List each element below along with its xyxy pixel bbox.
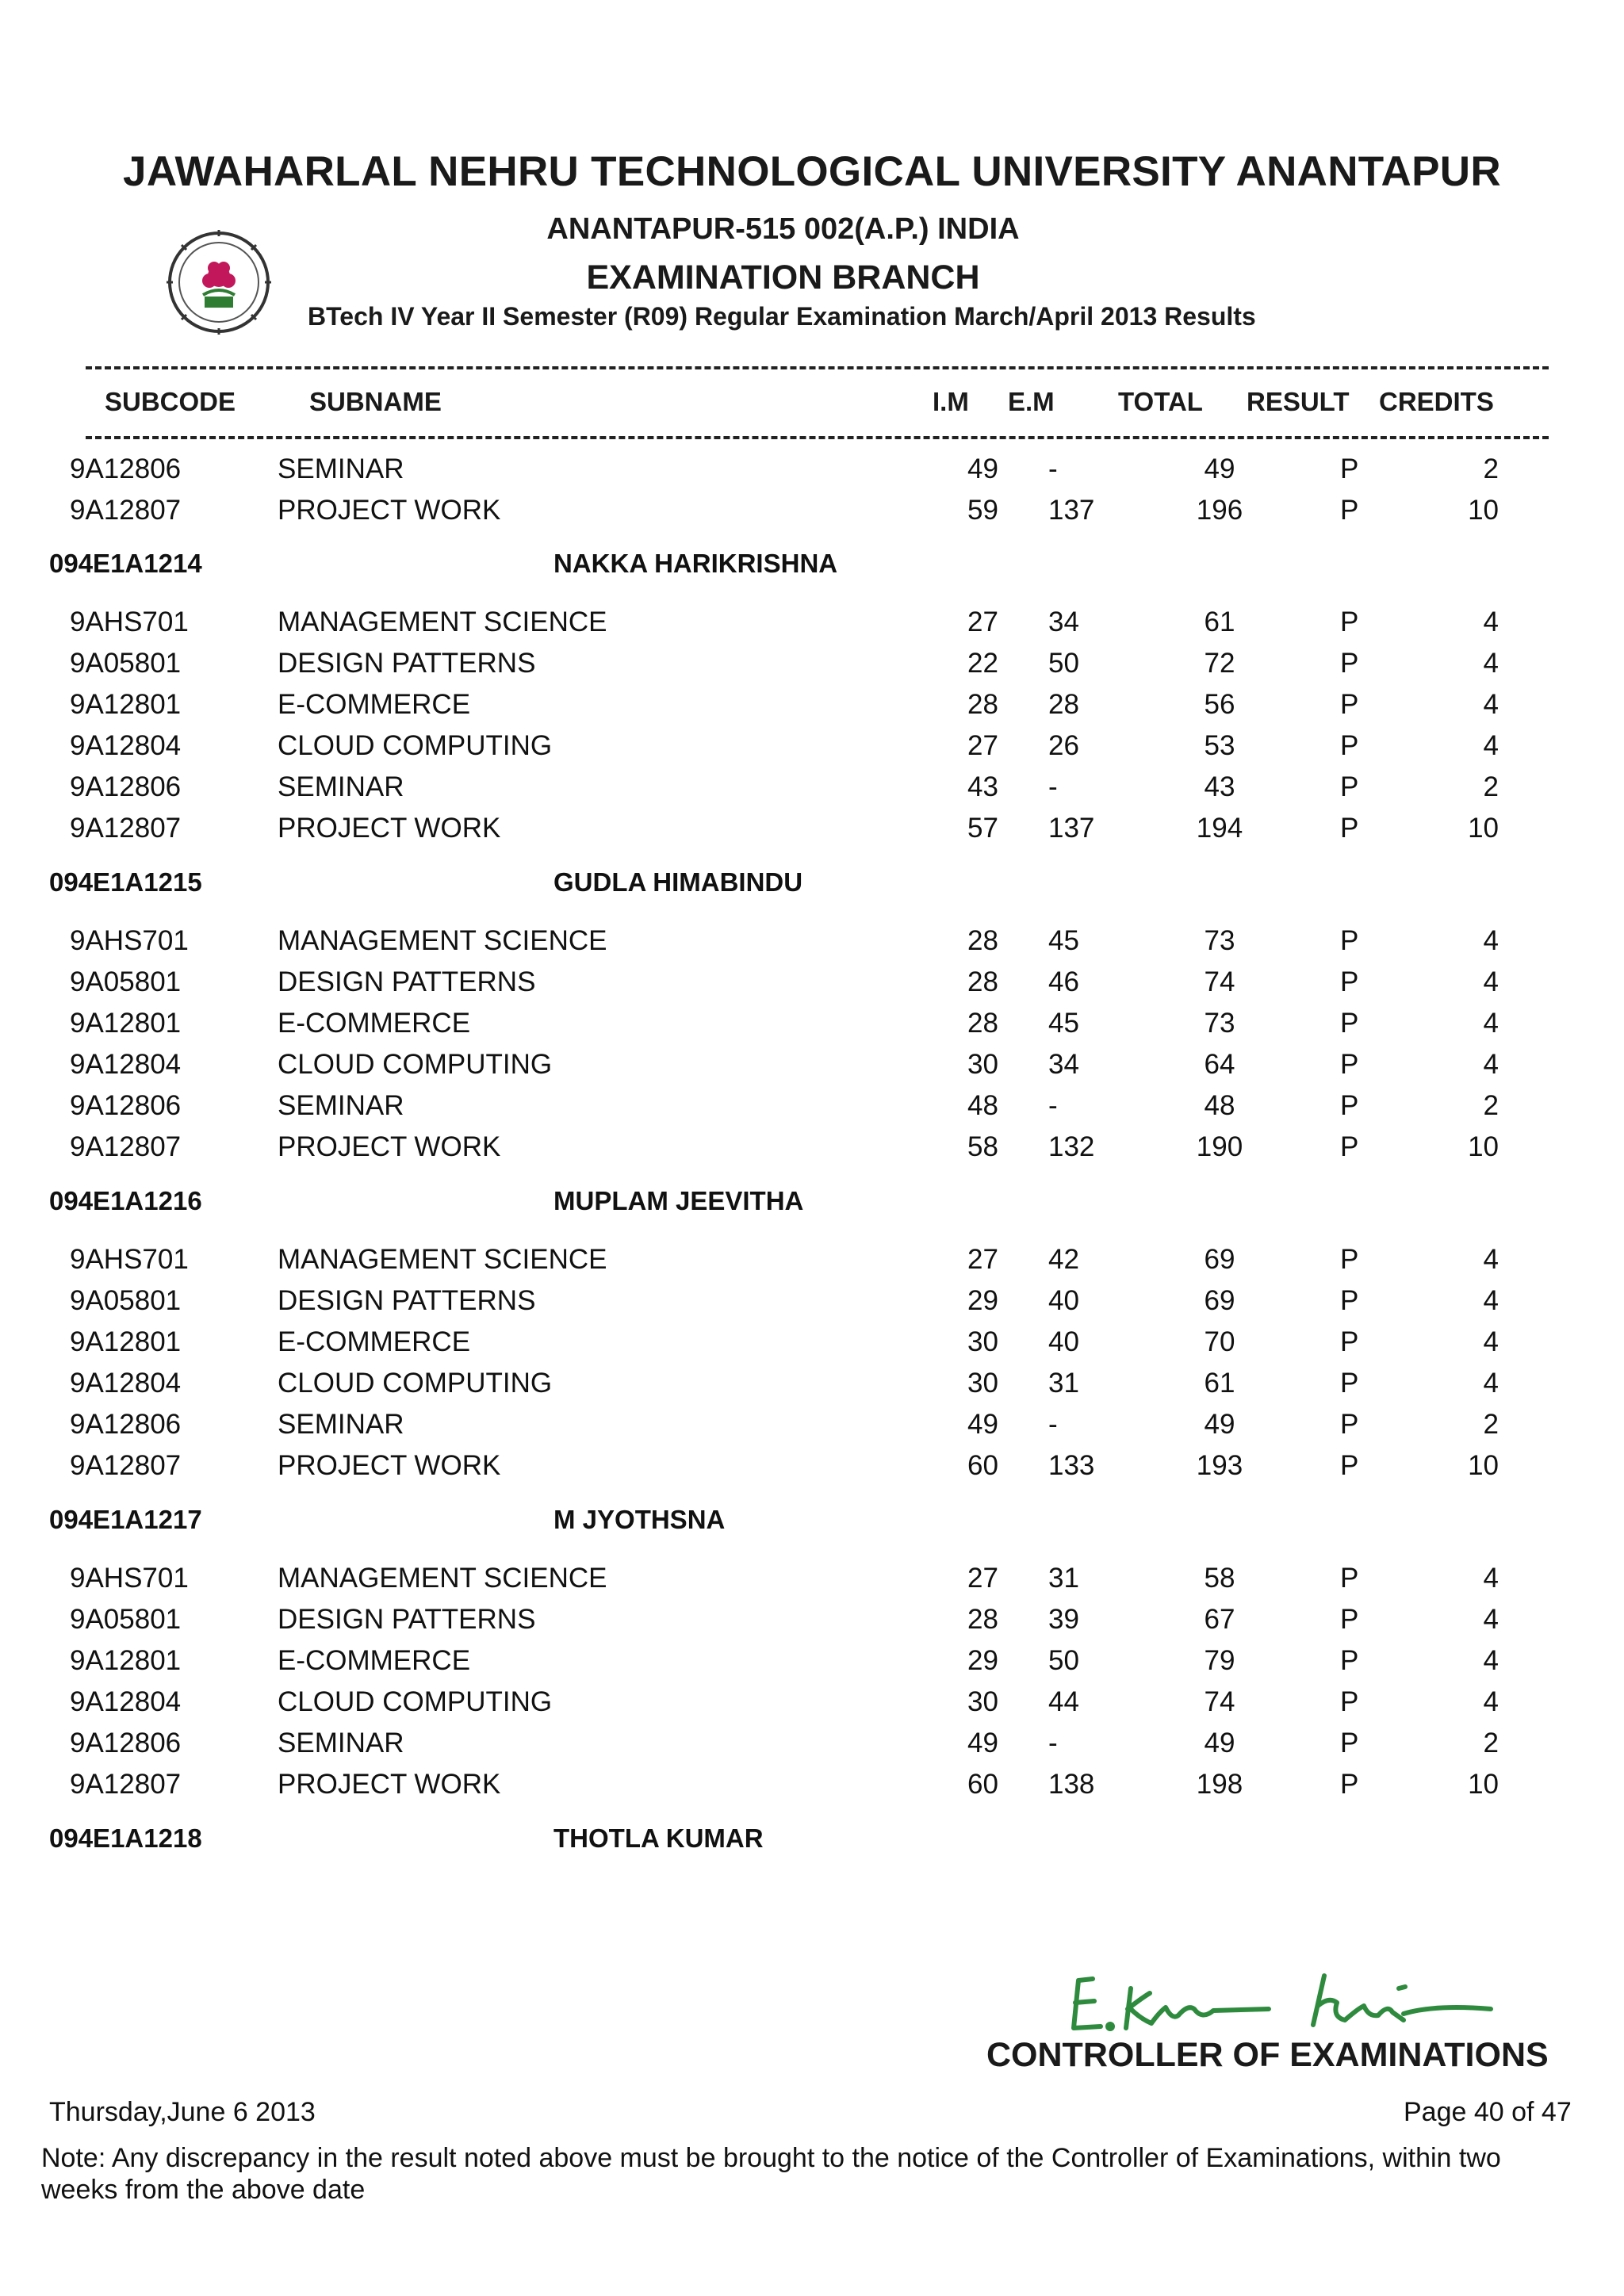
internal-marks: 27	[967, 1244, 998, 1275]
table-row	[0, 1368, 1624, 1409]
table-row	[0, 1769, 1624, 1810]
issue-date: Thursday,June 6 2013	[49, 2097, 316, 2127]
subcode: 9A12806	[70, 771, 182, 802]
table-row	[0, 1326, 1624, 1368]
credits: 2	[1483, 1728, 1499, 1758]
external-marks: 45	[1048, 1008, 1079, 1039]
internal-marks: 49	[967, 1728, 998, 1758]
internal-marks: 29	[967, 1645, 998, 1676]
subname: MANAGEMENT SCIENCE	[278, 925, 607, 956]
credits: 4	[1483, 1285, 1499, 1316]
external-marks: 133	[1048, 1450, 1095, 1481]
internal-marks: 29	[967, 1285, 998, 1316]
subcode: 9A12804	[70, 1049, 182, 1080]
total-marks: 72	[1204, 648, 1235, 679]
table-row	[0, 453, 1624, 495]
student-name: NAKKA HARIKRISHNA	[553, 549, 838, 578]
external-marks: 50	[1048, 648, 1079, 679]
internal-marks: 28	[967, 925, 998, 956]
total-marks: 56	[1204, 689, 1235, 720]
external-marks: 50	[1048, 1645, 1079, 1676]
internal-marks: 49	[967, 1409, 998, 1440]
student-id: 094E1A1218	[49, 1823, 202, 1853]
subname: SEMINAR	[278, 453, 404, 484]
result: P	[1340, 966, 1359, 997]
credits: 2	[1483, 453, 1499, 484]
credits: 2	[1483, 1090, 1499, 1121]
credits: 10	[1468, 813, 1499, 844]
internal-marks: 30	[967, 1686, 998, 1717]
total-marks: 48	[1204, 1090, 1235, 1121]
table-row	[0, 1604, 1624, 1645]
total-marks: 43	[1204, 771, 1235, 802]
subcode: 9A12801	[70, 689, 182, 720]
credits: 10	[1468, 1769, 1499, 1800]
subname: PROJECT WORK	[278, 1131, 501, 1162]
credits: 4	[1483, 1563, 1499, 1594]
external-marks: 26	[1048, 730, 1079, 761]
external-marks: -	[1048, 1728, 1058, 1758]
student-name: M JYOTHSNA	[553, 1505, 726, 1534]
total-marks: 73	[1204, 1008, 1235, 1039]
col-im-header: I.M	[933, 387, 969, 416]
credits: 4	[1483, 648, 1499, 679]
university-address: ANANTAPUR-515 002(A.P.) INDIA	[546, 212, 1020, 246]
total-marks: 49	[1204, 1728, 1235, 1758]
subcode: 9AHS701	[70, 1563, 189, 1594]
internal-marks: 30	[967, 1326, 998, 1357]
result: P	[1340, 1769, 1359, 1800]
footer-note: Note: Any discrepancy in the result noted above must be brought to the notice of the Controller of Examinations, within two weeks from the above date	[41, 2143, 1501, 2205]
external-marks: -	[1048, 453, 1058, 484]
external-marks: 44	[1048, 1686, 1079, 1717]
result: P	[1340, 1008, 1359, 1039]
subcode: 9A12804	[70, 1368, 182, 1399]
subcode: 9A05801	[70, 966, 182, 997]
table-row	[0, 1645, 1624, 1686]
col-result-header: RESULT	[1247, 387, 1350, 416]
table-row	[0, 648, 1624, 689]
divider-header	[86, 436, 1549, 439]
table-row	[0, 730, 1624, 771]
external-marks: 39	[1048, 1604, 1079, 1635]
credits: 4	[1483, 1049, 1499, 1080]
result: P	[1340, 1285, 1359, 1316]
external-marks: 40	[1048, 1326, 1079, 1357]
external-marks: 31	[1048, 1563, 1079, 1594]
table-row	[0, 1563, 1624, 1604]
external-marks: -	[1048, 1409, 1058, 1440]
internal-marks: 60	[967, 1450, 998, 1481]
internal-marks: 28	[967, 1008, 998, 1039]
internal-marks: 27	[967, 730, 998, 761]
external-marks: 46	[1048, 966, 1079, 997]
student-header	[0, 1505, 1624, 1544]
result: P	[1340, 1604, 1359, 1635]
table-row	[0, 1008, 1624, 1049]
credits: 4	[1483, 689, 1499, 720]
table-row	[0, 966, 1624, 1008]
table-row	[0, 1244, 1624, 1285]
subcode: 9A12804	[70, 730, 182, 761]
credits: 4	[1483, 1368, 1499, 1399]
external-marks: 31	[1048, 1368, 1079, 1399]
result: P	[1340, 1409, 1359, 1440]
total-marks: 196	[1196, 495, 1243, 526]
subname: CLOUD COMPUTING	[278, 730, 553, 761]
internal-marks: 58	[967, 1131, 998, 1162]
student-name: THOTLA KUMAR	[553, 1823, 764, 1853]
subname: CLOUD COMPUTING	[278, 1368, 553, 1399]
result: P	[1340, 771, 1359, 802]
credits: 2	[1483, 771, 1499, 802]
result: P	[1340, 1368, 1359, 1399]
subname: SEMINAR	[278, 1409, 404, 1440]
credits: 4	[1483, 730, 1499, 761]
student-id: 094E1A1217	[49, 1505, 202, 1534]
table-row	[0, 607, 1624, 648]
table-row	[0, 1285, 1624, 1326]
subname: MANAGEMENT SCIENCE	[278, 607, 607, 637]
subname: CLOUD COMPUTING	[278, 1049, 553, 1080]
university-title: JAWAHARLAL NEHRU TECHNOLOGICAL UNIVERSITY ANANTAPUR	[123, 148, 1501, 195]
subcode: 9AHS701	[70, 607, 189, 637]
subcode: 9A12807	[70, 1131, 182, 1162]
result: P	[1340, 1563, 1359, 1594]
total-marks: 58	[1204, 1563, 1235, 1594]
credits: 4	[1483, 925, 1499, 956]
result: P	[1340, 1244, 1359, 1275]
table-row	[0, 1409, 1624, 1450]
table-row	[0, 771, 1624, 813]
result: P	[1340, 1728, 1359, 1758]
student-name: MUPLAM JEEVITHA	[553, 1186, 804, 1215]
examination-branch: EXAMINATION BRANCH	[586, 258, 980, 297]
credits: 4	[1483, 966, 1499, 997]
result: P	[1340, 813, 1359, 844]
student-header	[0, 549, 1624, 588]
external-marks: 34	[1048, 607, 1079, 637]
col-total-header: TOTAL	[1118, 387, 1203, 416]
total-marks: 74	[1204, 1686, 1235, 1717]
subname: SEMINAR	[278, 1728, 404, 1758]
subname: MANAGEMENT SCIENCE	[278, 1563, 607, 1594]
credits: 4	[1483, 1604, 1499, 1635]
subcode: 9A12806	[70, 1090, 182, 1121]
subname: PROJECT WORK	[278, 495, 501, 526]
credits: 10	[1468, 1131, 1499, 1162]
subcode: 9A12807	[70, 813, 182, 844]
external-marks: -	[1048, 771, 1058, 802]
table-row	[0, 925, 1624, 966]
result: P	[1340, 1645, 1359, 1676]
external-marks: 137	[1048, 813, 1095, 844]
internal-marks: 30	[967, 1049, 998, 1080]
result: P	[1340, 730, 1359, 761]
subname: PROJECT WORK	[278, 1450, 501, 1481]
credits: 4	[1483, 1008, 1499, 1039]
internal-marks: 59	[967, 495, 998, 526]
subname: PROJECT WORK	[278, 813, 501, 844]
internal-marks: 28	[967, 689, 998, 720]
subname: E-COMMERCE	[278, 689, 471, 720]
subname: E-COMMERCE	[278, 1326, 471, 1357]
divider-top	[86, 366, 1549, 369]
credits: 2	[1483, 1409, 1499, 1440]
table-row	[0, 813, 1624, 854]
subcode: 9A12801	[70, 1008, 182, 1039]
internal-marks: 57	[967, 813, 998, 844]
student-name: GUDLA HIMABINDU	[553, 867, 803, 897]
subcode: 9A12801	[70, 1645, 182, 1676]
external-marks: 28	[1048, 689, 1079, 720]
total-marks: 61	[1204, 607, 1235, 637]
subcode: 9AHS701	[70, 925, 189, 956]
page-number: Page 40 of 47	[1404, 2097, 1572, 2127]
external-marks: 45	[1048, 925, 1079, 956]
table-row	[0, 1131, 1624, 1173]
student-header	[0, 1823, 1624, 1863]
subname: DESIGN PATTERNS	[278, 966, 536, 997]
col-credits-header: CREDITS	[1379, 387, 1494, 416]
result: P	[1340, 453, 1359, 484]
external-marks: 138	[1048, 1769, 1095, 1800]
table-row	[0, 1090, 1624, 1131]
credits: 4	[1483, 1326, 1499, 1357]
internal-marks: 28	[967, 1604, 998, 1635]
credits: 4	[1483, 1686, 1499, 1717]
total-marks: 193	[1196, 1450, 1243, 1481]
credits: 10	[1468, 1450, 1499, 1481]
subname: PROJECT WORK	[278, 1769, 501, 1800]
table-row	[0, 1686, 1624, 1728]
subcode: 9A12806	[70, 1728, 182, 1758]
credits: 4	[1483, 1645, 1499, 1676]
student-header	[0, 1186, 1624, 1226]
total-marks: 53	[1204, 730, 1235, 761]
subcode: 9A05801	[70, 648, 182, 679]
external-marks: -	[1048, 1090, 1058, 1121]
external-marks: 34	[1048, 1049, 1079, 1080]
external-marks: 42	[1048, 1244, 1079, 1275]
total-marks: 69	[1204, 1285, 1235, 1316]
total-marks: 70	[1204, 1326, 1235, 1357]
total-marks: 64	[1204, 1049, 1235, 1080]
result: P	[1340, 607, 1359, 637]
total-marks: 190	[1196, 1131, 1243, 1162]
subname: SEMINAR	[278, 771, 404, 802]
subcode: 9A05801	[70, 1285, 182, 1316]
internal-marks: 48	[967, 1090, 998, 1121]
subname: E-COMMERCE	[278, 1645, 471, 1676]
internal-marks: 22	[967, 648, 998, 679]
credits: 4	[1483, 607, 1499, 637]
controller-signature	[1063, 1957, 1507, 2044]
col-subname-header: SUBNAME	[309, 387, 442, 416]
subcode: 9A12807	[70, 1450, 182, 1481]
internal-marks: 27	[967, 607, 998, 637]
subname: SEMINAR	[278, 1090, 404, 1121]
subname: DESIGN PATTERNS	[278, 1604, 536, 1635]
total-marks: 73	[1204, 925, 1235, 956]
result: P	[1340, 495, 1359, 526]
credits: 10	[1468, 495, 1499, 526]
internal-marks: 60	[967, 1769, 998, 1800]
subcode: 9A12807	[70, 495, 182, 526]
credits: 4	[1483, 1244, 1499, 1275]
internal-marks: 30	[967, 1368, 998, 1399]
subname: CLOUD COMPUTING	[278, 1686, 553, 1717]
total-marks: 61	[1204, 1368, 1235, 1399]
subcode: 9AHS701	[70, 1244, 189, 1275]
subcode: 9A12804	[70, 1686, 182, 1717]
table-row	[0, 1049, 1624, 1090]
table-row	[0, 1450, 1624, 1491]
subcode: 9A12806	[70, 1409, 182, 1440]
external-marks: 40	[1048, 1285, 1079, 1316]
result: P	[1340, 925, 1359, 956]
internal-marks: 43	[967, 771, 998, 802]
external-marks: 132	[1048, 1131, 1095, 1162]
subcode: 9A12806	[70, 453, 182, 484]
subcode: 9A12807	[70, 1769, 182, 1800]
total-marks: 79	[1204, 1645, 1235, 1676]
table-row	[0, 689, 1624, 730]
result: P	[1340, 1326, 1359, 1357]
exam-title: BTech IV Year II Semester (R09) Regular Examination March/April 2013 Results	[308, 302, 1256, 331]
total-marks: 49	[1204, 1409, 1235, 1440]
table-row	[0, 495, 1624, 536]
controller-of-examinations: CONTROLLER OF EXAMINATIONS	[986, 2036, 1549, 2074]
subname: DESIGN PATTERNS	[278, 648, 536, 679]
student-id: 094E1A1215	[49, 867, 202, 897]
external-marks: 137	[1048, 495, 1095, 526]
student-id: 094E1A1216	[49, 1186, 202, 1215]
result: P	[1340, 1450, 1359, 1481]
total-marks: 67	[1204, 1604, 1235, 1635]
total-marks: 69	[1204, 1244, 1235, 1275]
internal-marks: 28	[967, 966, 998, 997]
total-marks: 198	[1196, 1769, 1243, 1800]
student-header	[0, 867, 1624, 907]
internal-marks: 49	[967, 453, 998, 484]
subname: E-COMMERCE	[278, 1008, 471, 1039]
subcode: 9A12801	[70, 1326, 182, 1357]
subname: DESIGN PATTERNS	[278, 1285, 536, 1316]
result: P	[1340, 1090, 1359, 1121]
result: P	[1340, 689, 1359, 720]
subname: MANAGEMENT SCIENCE	[278, 1244, 607, 1275]
result: P	[1340, 648, 1359, 679]
total-marks: 74	[1204, 966, 1235, 997]
student-id: 094E1A1214	[49, 549, 202, 578]
table-row	[0, 1728, 1624, 1769]
col-subcode-header: SUBCODE	[105, 387, 236, 416]
internal-marks: 27	[967, 1563, 998, 1594]
result: P	[1340, 1686, 1359, 1717]
subcode: 9A05801	[70, 1604, 182, 1635]
total-marks: 49	[1204, 453, 1235, 484]
total-marks: 194	[1196, 813, 1243, 844]
col-em-header: E.M	[1008, 387, 1055, 416]
result: P	[1340, 1131, 1359, 1162]
result: P	[1340, 1049, 1359, 1080]
